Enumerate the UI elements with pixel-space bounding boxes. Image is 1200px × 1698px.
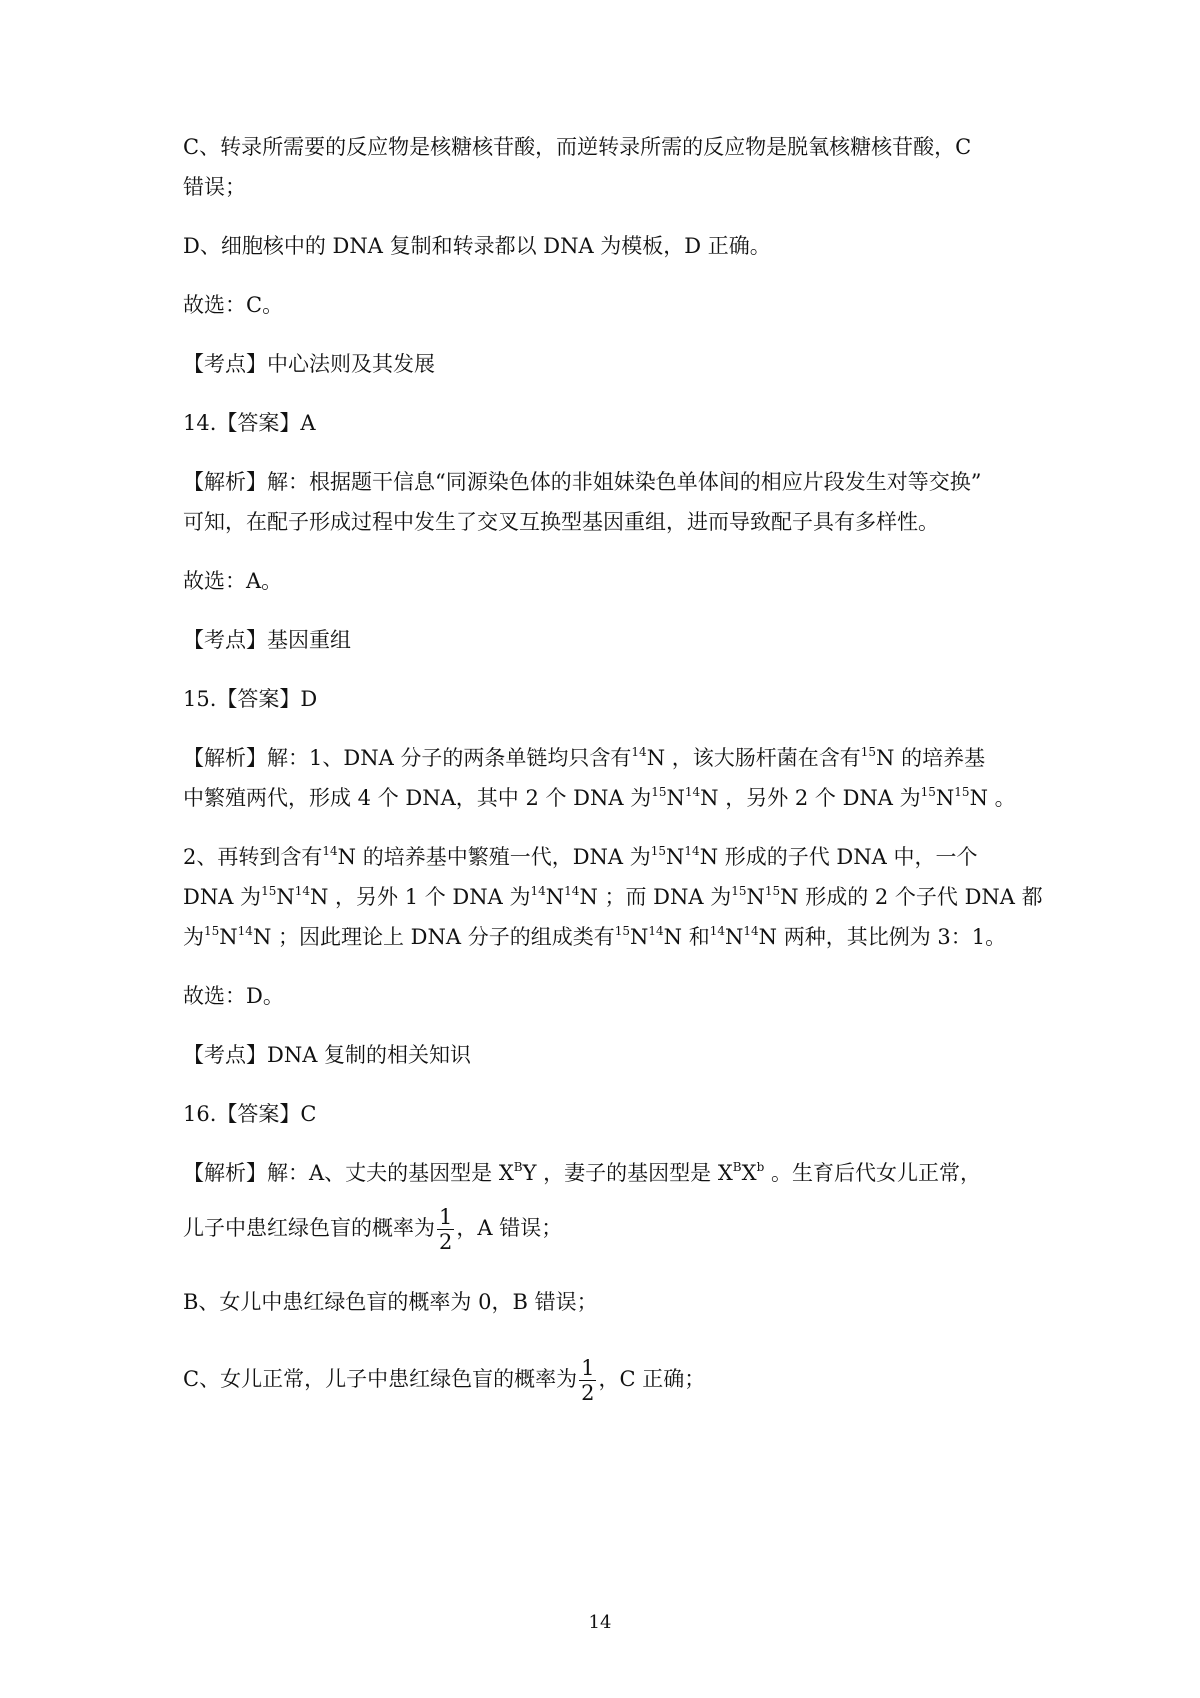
section-tag: 【考点】DNA 复制的相关知识 — [183, 1043, 472, 1067]
section-tag: 【考点】中心法则及其发展 — [183, 352, 435, 376]
answer-heading: 15.【答案】D — [183, 687, 318, 711]
fraction: $\frac{1}{2}$ — [581, 1356, 595, 1405]
fraction: $\frac{1}{2}$ — [439, 1205, 453, 1254]
text-line: DNA 为$^{15}N^{14}N$ ，另外 1 个 DNA 为$^{14}N^{14}N$ ；而 DNA 为$^{15}N^{15}N$ 形成的 2 个子代 DNA 都 — [183, 884, 1043, 909]
text-line: 可知，在配子形成过程中发生了交叉互换型基因重组，进而导致配子具有多样性。 — [183, 510, 939, 534]
page-number: 14 — [588, 1612, 612, 1633]
text-line: 【解析】解：根据题干信息“同源染色体的非姐妹染色单体间的相应片段发生对等交换” — [183, 470, 982, 494]
section-tag: 【考点】基因重组 — [183, 628, 351, 652]
answer-heading: 16.【答案】C — [183, 1102, 317, 1126]
text-line: B、女儿中患红绿色盲的概率为 0，B 错误； — [183, 1290, 598, 1314]
text-line: C、女儿正常，儿子中患红绿色盲的概率为 $\frac{1}{2}$ ，C 正确； — [183, 1356, 706, 1405]
text-line: 故选：D。 — [183, 984, 284, 1008]
answer-heading: 14.【答案】A — [183, 411, 316, 435]
text-line: 2、再转到含有$^{14}$N 的培养基中繁殖一代，DNA 为$^{15}N^{14}N$ 形成的子代 DNA 中，一个 — [183, 844, 978, 869]
text-line: 故选：A。 — [183, 569, 283, 593]
text-line: D、细胞核中的 DNA 复制和转录都以 DNA 为模板，D 正确。 — [183, 234, 771, 258]
text-line: C、转录所需要的反应物是核糖核苷酸，而逆转录所需的反应物是脱氧核糖核苷酸，C — [183, 135, 972, 159]
text-line: 错误； — [183, 175, 246, 199]
text-line: 【解析】解：A、丈夫的基因型是 $X^BY$ ，妻子的基因型是 $X^BX^b$ 。生育后代女儿正常， — [183, 1160, 981, 1185]
text-line: 中繁殖两代，形成 4 个 DNA，其中 2 个 DNA 为$^{15}N^{14}N$ ，另外 2 个 DNA 为$^{15}N^{15}N$ 。 — [183, 785, 1016, 810]
text-line: 故选：C。 — [183, 293, 284, 317]
text-line: 儿子中患红绿色盲的概率为 $\frac{1}{2}$ ，A 错误； — [183, 1205, 563, 1254]
text-line: 【解析】解：1、DNA 分子的两条单链均只含有$^{14}$N ，该大肠杆菌在含有$^{15}$N 的培养基 — [183, 745, 986, 770]
text-line: 为$^{15}N^{14}N$ ；因此理论上 DNA 分子的组成类有$^{15}N^{14}N$ 和$^{14}N^{14}N$ 两种，其比例为 3：1。 — [183, 924, 1007, 949]
